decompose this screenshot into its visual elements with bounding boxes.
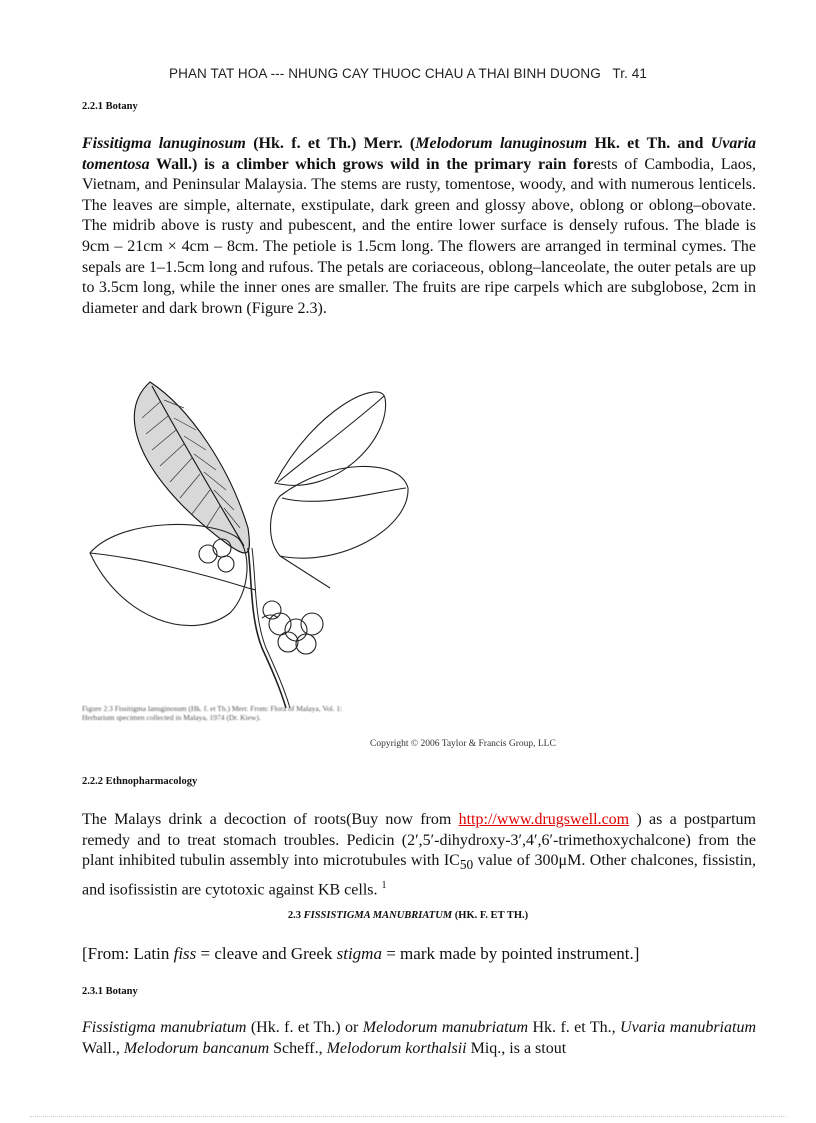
- ethno-text-1: The Malays drink a decoction of roots(Buy now from: [82, 811, 459, 828]
- botany-paragraph: [82, 134, 756, 319]
- section-number: 2.3: [287, 910, 304, 921]
- synonym-c: Melodorum bancanum: [123, 1039, 270, 1057]
- section-heading-botany-2: 2.3.1 Botany: [82, 986, 138, 997]
- botany-2-text-2: Hk. f. et Th.,: [528, 1019, 621, 1036]
- etymology-stigma: stigma: [336, 944, 382, 963]
- page-bottom-divider: [30, 1116, 786, 1117]
- synonym-authority: Hk. et Th. and: [594, 135, 704, 152]
- species-name: Fissitigma lanuginosum: [82, 135, 246, 152]
- ic50-subscript: 50: [459, 857, 474, 873]
- ethno-text-2: ) as a postpartum remedy and to treat stomach troubles. Pedicin (2′,5′-dihydroxy-3′,4′,6′-trimethoxychalcone) from the plant inhibited tubulin assembly into microtubules with IC: [82, 811, 757, 870]
- figure-copyright: Copyright © 2006 Taylor & Francis Group, LLC: [370, 739, 556, 749]
- section-heading-ethnopharmacology: 2.2.2 Ethnopharmacology: [82, 776, 198, 787]
- section-title-fissistigma-manubriatum: [0, 910, 816, 921]
- ethnopharmacology-paragraph: [82, 810, 756, 901]
- figure-caption: Figure 2.3 Fissitigma lanuginosum (Hk. f. et Th.) Merr. From: Flora of Malaya, Vol. 1: Herbarium specimen collected in Malaya, 1974 (Dr. Kiew).: [82, 704, 343, 722]
- header-page-number: Tr. 41: [612, 66, 647, 81]
- plant-illustration: [80, 378, 620, 708]
- species-name-2: Fissistigma manubriatum: [82, 1019, 247, 1036]
- synonym-b: Uvaria manubriatum: [620, 1019, 756, 1036]
- plant-illustration-figure: [80, 378, 620, 758]
- etymology-fiss: fiss: [173, 944, 197, 963]
- botany-2-text-4: Scheff.,: [269, 1039, 327, 1057]
- section-authority: (HK. F. ET TH.): [452, 910, 529, 921]
- botany-2-text-3: Wall.,: [82, 1039, 124, 1057]
- synonym-name-2: Uvaria tomentosa: [82, 135, 757, 173]
- botany-2-text-1: (Hk. f. et Th.) or: [246, 1019, 363, 1036]
- ethno-text-3: value of 300μM. Other chalcones, fissistin, and isofissistin are cytotoxic against KB cells.: [82, 852, 756, 899]
- species-authority: (Hk. f. et Th.) Merr. (: [253, 135, 416, 152]
- synonym-name: Melodorum lanuginosum: [415, 135, 588, 152]
- botany-intro-bold: Wall.) is a climber which grows wild in the primary rain for: [156, 155, 594, 173]
- header-title: PHAN TAT HOA --- NHUNG CAY THUOC CHAU A THAI BINH DUONG: [169, 66, 601, 81]
- section-species-name: FISSISTIGMA MANUBRIATUM: [303, 910, 453, 921]
- synonym-d: Melodorum korthalsii: [326, 1039, 467, 1057]
- synonym-a: Melodorum manubriatum: [362, 1019, 529, 1036]
- botany-2-text-5: Miq., is a stout: [466, 1039, 567, 1057]
- etymology-text-2: = cleave and Greek: [196, 944, 337, 963]
- etymology-line: [82, 944, 756, 965]
- reference-marker: 1: [381, 879, 387, 891]
- botany-2-paragraph: [82, 1018, 756, 1059]
- botany-body-text: ests of Cambodia, Laos, Vietnam, and Peninsular Malaysia. The stems are rusty, tomentose, woody, and with numerous lenticels. The leaves are simple, alternate, exstipulate, dark green and glossy above, oblong or oblong–obovate. The midrib above is rusty and pubescent, and the entire lower surface is densely rufous. The blade is 9cm – 21cm × 4cm – 8cm. The petiole is 1.5cm long. The flowers are arranged in terminal cymes. The sepals are 1–1.5cm long and rufous. The petals are coriaceous, oblong–lanceolate, the outer petals are up to 3.5cm long, while the inner ones are smaller. The fruits are ripe carpels which are subglobose, 2cm in diameter and dark brown (Figure 2.3).: [82, 155, 756, 317]
- section-heading-botany: 2.2.1 Botany: [82, 101, 138, 112]
- etymology-text-1: [From: Latin: [82, 944, 174, 963]
- page-header: [0, 66, 816, 81]
- drugswell-link[interactable]: http://www.drugswell.com: [458, 811, 630, 828]
- etymology-text-3: = mark made by pointed instrument.]: [381, 944, 640, 963]
